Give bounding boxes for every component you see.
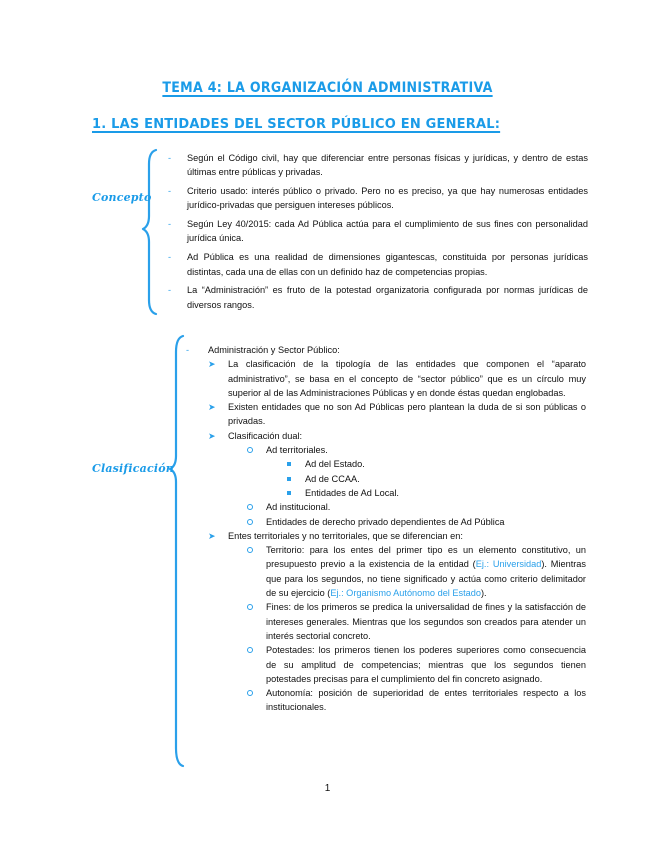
concepto-label: Concepto	[92, 191, 152, 204]
list-item: ➤ Existen entidades que no son Ad Públicas pero plantean la duda de si son públicas o privadas.	[208, 402, 586, 427]
document-title: TEMA 4: LA ORGANIZACIÓN ADMINISTRATIVA	[162, 80, 493, 96]
clasificacion-list	[186, 343, 586, 715]
example-link: Ej.: Organismo Autónomo del Estado	[330, 588, 481, 599]
example-link: Ej.: Universidad	[475, 559, 542, 570]
list-item: - Según el Código civil, hay que diferenciar entre personas físicas y jurídicas, y dentro de estas últimas entre públicas y privadas.	[168, 153, 588, 178]
list-item: - Administración y Sector Público:	[186, 345, 340, 355]
section-heading: 1. LAS ENTIDADES DEL SECTOR PÚBLICO EN GENERAL:	[92, 117, 501, 132]
list-item: Ad de CCAA.	[186, 472, 586, 486]
concepto-brace	[140, 148, 160, 316]
list-item: Territorio: para los entes del primer tipo es un elemento constitutivo, un presupuesto previo a la existencia de la entidad (Ej.: Universidad). Mientras que para los segundos, no tiene significado y actúa como criterio delimitador de su ejercicio (Ej.: Organismo Autónomo del Estado).	[186, 543, 586, 600]
list-item: Entidades de Ad Local.	[186, 486, 586, 500]
list-item: Ad territoriales.	[186, 443, 586, 457]
list-item: - La “Administración” es fruto de la potestad organizatoria configurada por normas jurídicas de diversos rangos.	[168, 285, 588, 310]
list-item: - Criterio usado: interés público o privado. Pero no es preciso, ya que hay numerosas entidades jurídico-privadas que persiguen intereses públicos.	[168, 186, 588, 211]
list-item: Potestades: los primeros tienen los poderes superiores como consecuencia de su amplitud de competencias; mientras que los segundos tienen potestades precisas para el cumplimiento del fin concreto asignado.	[186, 643, 586, 686]
list-item: ➤ La clasificación de la tipología de las entidades que componen el “aparato administrativo”, se basa en el concepto de “sector público” que es un círculo muy superior al de las Administraciones Públicas y en donde éstas quedan englobadas.	[208, 359, 586, 398]
list-item: Autonomía: posición de superioridad de entes territoriales respecto a los institucionales.	[186, 686, 586, 715]
clasificacion-brace	[168, 334, 188, 768]
page-number: 1	[324, 783, 331, 794]
list-item: - Según Ley 40/2015: cada Ad Pública actúa para el cumplimiento de sus fines con personalidad jurídica única.	[168, 219, 588, 244]
list-item: Ad institucional.	[186, 500, 586, 514]
list-item: Ad del Estado.	[186, 457, 586, 471]
clasificacion-label: Clasificación	[92, 462, 174, 475]
list-item: Fines: de los primeros se predica la universalidad de fines y la satisfacción de intereses generales. Mientras que los segundos son creados para atender un interés sectorial concreto.	[186, 600, 586, 643]
list-item: - Ad Pública es una realidad de dimensiones gigantescas, constituida por personas jurídicas distintas, cada una de ellas con un definido haz de competencias propias.	[168, 252, 588, 277]
list-item: ➤ Entes territoriales y no territoriales, que se diferencian en:	[208, 530, 463, 541]
concepto-list	[168, 151, 588, 316]
list-item: ➤ Clasificación dual:	[208, 430, 303, 441]
list-item: Entidades de derecho privado dependientes de Ad Pública	[186, 515, 586, 529]
